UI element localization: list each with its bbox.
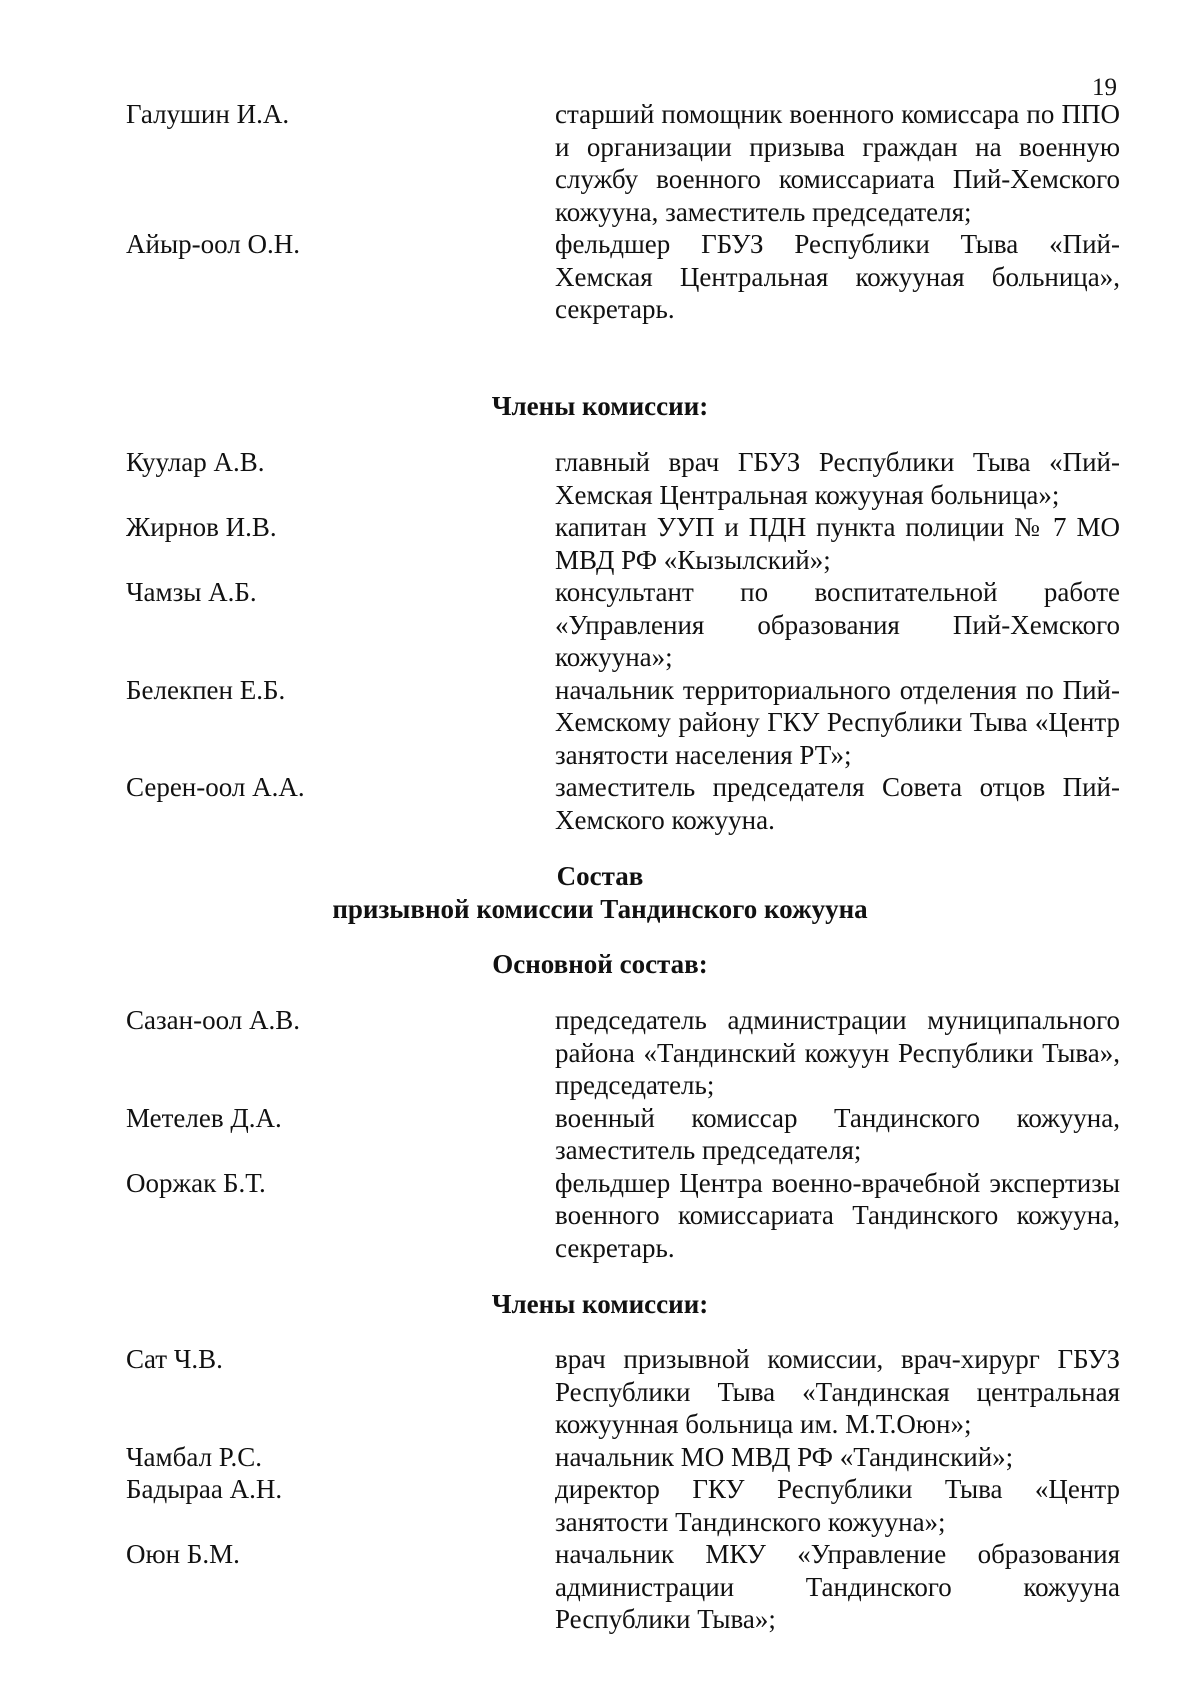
member-role: директор ГКУ Республики Тыва «Центр занятости Тандинского кожууна»; [555, 1474, 1120, 1537]
leadership-list-1 [0, 98, 1200, 326]
list-item [0, 1343, 1200, 1441]
member-role: врач призывной комиссии, врач-хирург ГБУЗ Республики Тыва «Тандинская центральная кожуунная больница им. М.Т.Оюн»; [555, 1344, 1120, 1439]
member-role: главный врач ГБУЗ Республики Тыва «Пий-Хемская Центральная кожууная больница»; [555, 447, 1120, 510]
section-heading-main: Основной состав: [492, 949, 708, 979]
member-name: Чамбал Р.С. [126, 1441, 262, 1472]
list-item [0, 674, 1200, 772]
member-role: консультант по воспитательной работе «Управления образования Пий-Хемского кожууна»; [555, 577, 1120, 672]
member-name: Сазан-оол А.В. [126, 1005, 300, 1035]
list-item [0, 446, 1200, 511]
list-item [0, 98, 1200, 228]
member-role: старший помощник военного комиссара по ППО и организации призыва граждан на военную службу военного комиссариата Пий-Хемского кожууна, заместитель председателя; [555, 99, 1120, 227]
member-role: заместитель председателя Совета отцов Пий-Хемского кожууна. [555, 772, 1120, 835]
member-name: Жирнов И.В. [126, 512, 277, 542]
member-name: Чамзы А.Б. [126, 577, 257, 607]
list-item [0, 1102, 1200, 1167]
member-name: Белекпен Е.Б. [126, 674, 286, 705]
member-role: начальник территориального отделения по Пий-Хемскому району ГКУ Республики Тыва «Центр занятости населения РТ»; [555, 674, 1120, 770]
list-item [0, 576, 1200, 674]
member-role: фельдшер Центра военно-врачебной экспертизы военного комиссариата Тандинского кожууна, секретарь. [555, 1167, 1120, 1263]
list-item [0, 1473, 1200, 1538]
member-name: Оюн Б.М. [126, 1539, 240, 1569]
member-name: Айыр-оол О.Н. [126, 229, 300, 259]
section-heading-members-2: Члены комиссии: [491, 1289, 709, 1319]
list-item [0, 1441, 1200, 1474]
leadership-list-2 [0, 1004, 1200, 1264]
member-role: начальник МКУ «Управление образования администрации Тандинского кожууна Республики Тыва»; [555, 1539, 1120, 1634]
commission-subtitle: призывной комиссии Тандинского кожууна [332, 894, 868, 924]
members-list-1 [0, 446, 1200, 836]
list-item [0, 1538, 1200, 1636]
member-role: военный комиссар Тандинского кожууна, заместитель председателя; [555, 1102, 1120, 1165]
list-item [0, 1167, 1200, 1265]
member-role: фельдшер ГБУЗ Республики Тыва «Пий-Хемская Центральная кожууная больница», секретарь. [555, 229, 1120, 324]
section-heading-members-1: Члены комиссии: [491, 391, 709, 421]
member-name: Куулар А.В. [126, 447, 265, 477]
member-name: Серен-оол А.А. [126, 772, 305, 802]
member-name: Бадыраа А.Н. [126, 1474, 283, 1504]
member-role: председатель администрации муниципального района «Тандинский кожуун Республики Тыва», председатель; [555, 1005, 1120, 1100]
list-item [0, 228, 1200, 326]
member-name: Ооржак Б.Т. [126, 1167, 266, 1198]
member-role: капитан УУП и ПДН пункта полиции № 7 МО МВД РФ «Кызылский»; [555, 512, 1120, 575]
member-name: Галушин И.А. [126, 99, 290, 129]
list-item [0, 511, 1200, 576]
list-item [0, 1004, 1200, 1102]
member-role: начальник МО МВД РФ «Тандинский»; [555, 1441, 1014, 1472]
list-item [0, 771, 1200, 836]
page-number: 19 [1092, 74, 1117, 101]
members-list-2 [0, 1343, 1200, 1636]
member-name: Сат Ч.В. [126, 1344, 223, 1374]
commission-title: Состав [556, 861, 644, 891]
member-name: Метелев Д.А. [126, 1102, 282, 1133]
